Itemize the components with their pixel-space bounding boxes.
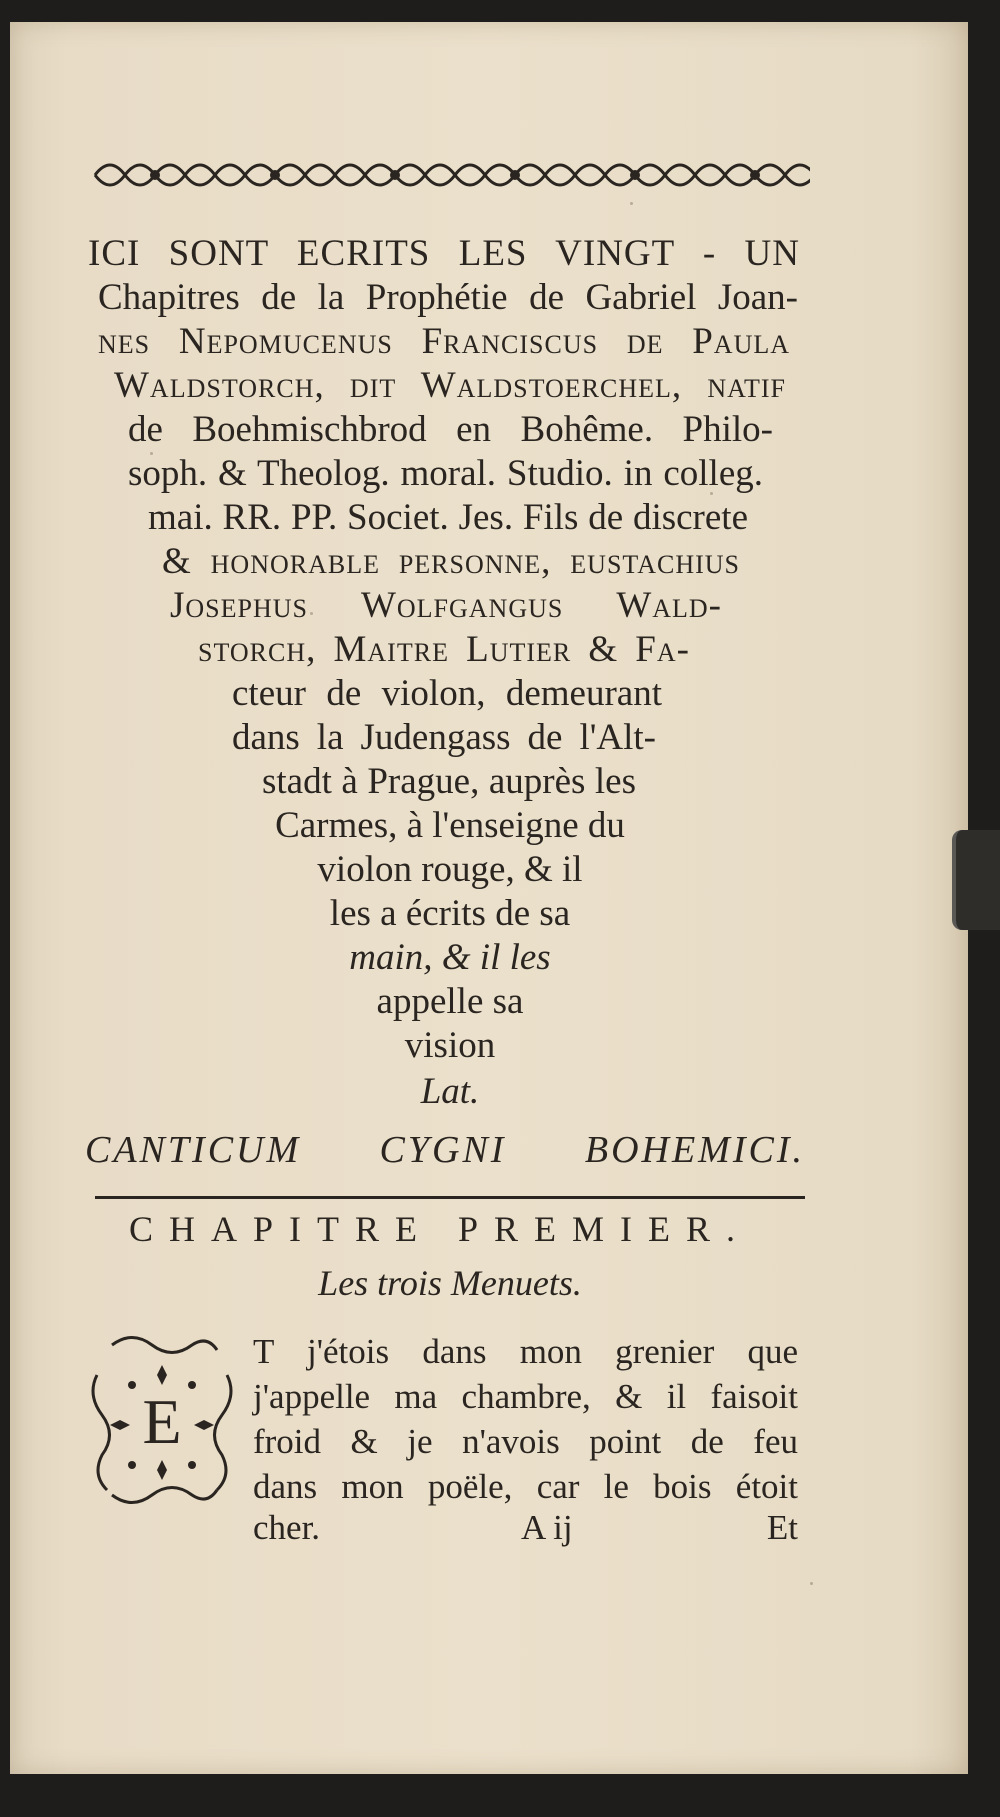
decorative-headpiece-icon (90, 150, 810, 200)
title-line-16: les a écrits de sa (329, 893, 571, 934)
title-line-9: Josephus Wolfgangus Wald- (170, 585, 722, 626)
ornamental-dropcap-icon (82, 1325, 242, 1515)
chapter-title: CHAPITRE PREMIER. (128, 1209, 752, 1249)
title-line-6: soph. & Theolog. moral. Studio. in colleg. (128, 453, 763, 494)
title-line-19: vision (404, 1025, 496, 1066)
body-last-line (253, 1508, 798, 1552)
title-line-14: Carmes, à l'enseigne du (275, 805, 625, 846)
dropcap-letter: E (142, 1386, 182, 1457)
title-line-3: nes Nepomucenus Franciscus de Paula (98, 321, 790, 362)
page-tab-marker (952, 830, 1000, 930)
title-line-lat: Lat. (420, 1071, 480, 1112)
signature-mark: A ij (521, 1508, 573, 1547)
title-line-2: Chapitres de la Prophétie de Gabriel Joan- (98, 277, 798, 318)
body-line-2: j'appelle ma chambre, & il faisoit (253, 1377, 798, 1416)
body-line-3: froid & je n'avois point de feu (253, 1422, 798, 1461)
catchword: Et (766, 1508, 798, 1547)
title-line-7: mai. RR. PP. Societ. Jes. Fils de discrete (148, 497, 748, 538)
title-line-11: cteur de violon, demeurant (232, 673, 662, 714)
body-line-1: T j'étois dans mon grenier que (253, 1332, 798, 1371)
title-line-12: dans la Judengass de l'Alt- (232, 717, 656, 758)
title-line-10: storch, Maitre Lutier & Fa- (198, 629, 690, 670)
body-line-5: cher. (253, 1508, 321, 1547)
chapter-subtitle: Les trois Menuets. (318, 1263, 582, 1303)
title-line-5: de Boehmischbrod en Bohême. Philo- (128, 409, 773, 450)
body-line-4: dans mon poële, car le bois étoit (253, 1467, 798, 1506)
title-line-15: violon rouge, & il (317, 849, 583, 890)
title-line-4: Waldstorch, dit Waldstoerchel, natif (114, 365, 786, 406)
title-line-17: main, & il les (349, 937, 551, 978)
title-line-8: & honorable personne, eustachius (162, 541, 740, 582)
latin-title: CANTICUM CYGNI BOHEMICI. (85, 1129, 805, 1171)
title-line-1: ICI SONT ECRITS LES VINGT - UN (88, 233, 800, 274)
title-line-18: appelle sa (376, 981, 524, 1022)
horizontal-rule (95, 1196, 805, 1199)
title-line-13: stadt à Prague, auprès les (262, 761, 636, 802)
